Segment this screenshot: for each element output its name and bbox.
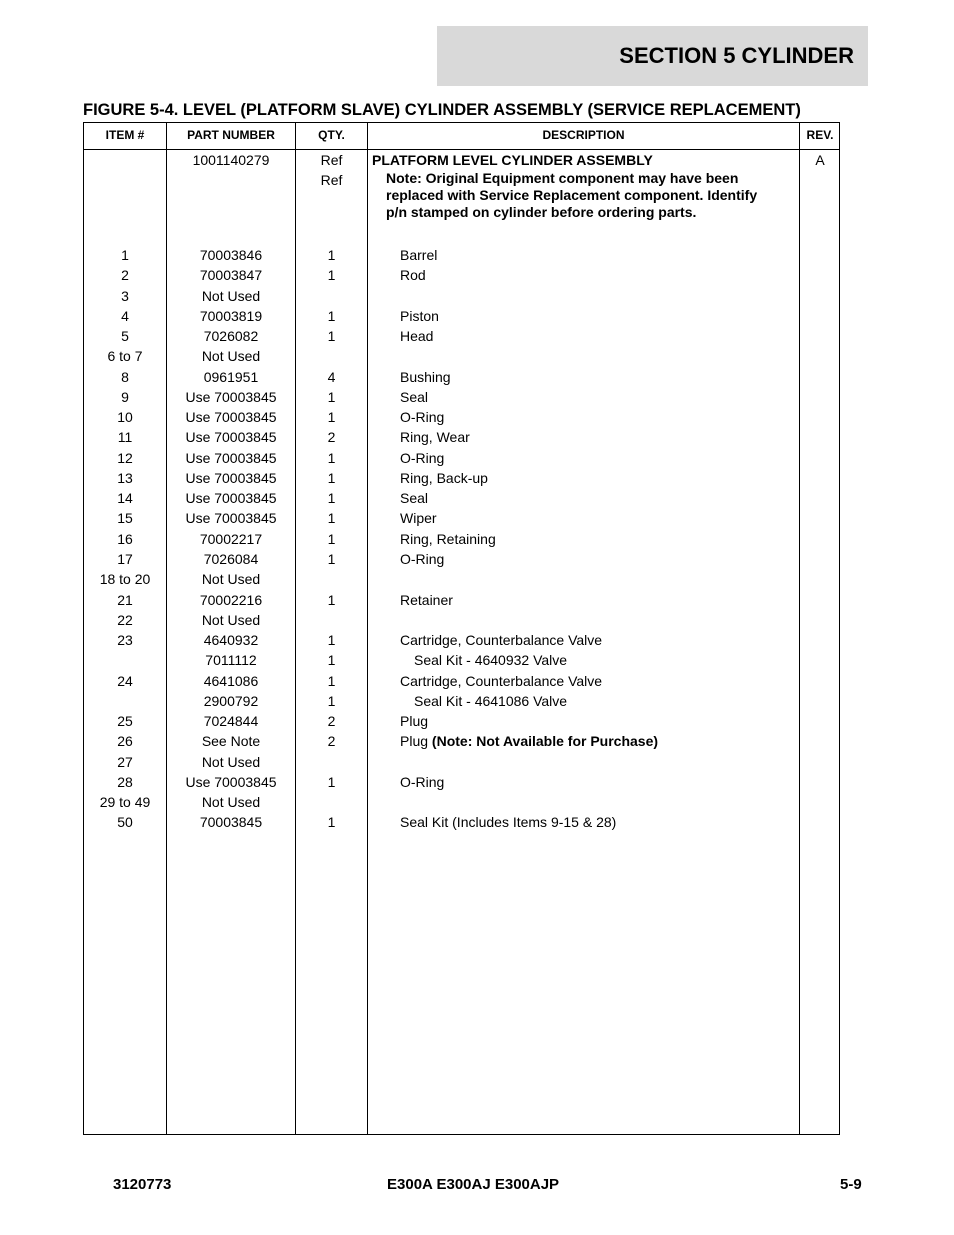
- item-number-cell: 17: [117, 551, 133, 567]
- qty-cell: 1: [327, 814, 336, 830]
- description-bold-note: (Note: Not Available for Purchase): [431, 733, 659, 749]
- header-qty: QTY.: [318, 128, 345, 142]
- qty-cell: 1: [327, 450, 336, 466]
- part-number-cell: Use 70003845: [185, 389, 277, 405]
- footer-doc-number: 3120773: [113, 1176, 172, 1193]
- part-number-cell: 70003845: [199, 814, 263, 830]
- description-cell: [368, 549, 799, 569]
- item-number-cell: 23: [117, 632, 133, 648]
- qty-cell: 2: [327, 713, 336, 729]
- item-number-cell: 9: [121, 389, 129, 405]
- description-cell: [368, 150, 799, 170]
- description-cell: [368, 590, 799, 610]
- item-number-cell: 16: [117, 531, 133, 547]
- qty-cell: 1: [327, 409, 336, 425]
- description-text: Cartridge, Counterbalance Valve: [400, 673, 603, 689]
- item-number-cell: 2: [121, 267, 129, 283]
- parts-table: [83, 122, 840, 1135]
- item-number-cell: 29 to 49: [99, 794, 151, 810]
- part-number-cell: Not Used: [201, 794, 261, 810]
- description-text: Seal Kit - 4641086 Valve: [414, 693, 568, 709]
- item-number-cell: 1: [121, 247, 129, 263]
- item-number-cell: 12: [117, 450, 133, 466]
- item-number-cell: 26: [117, 733, 133, 749]
- part-number-cell: 70002216: [199, 592, 263, 608]
- item-number-cell: 22: [117, 612, 133, 628]
- qty-cell: 1: [327, 490, 336, 506]
- item-number-cell: 6 to 7: [107, 348, 143, 364]
- part-number-cell: 7011112: [205, 652, 257, 668]
- item-number-cell: 13: [117, 470, 133, 486]
- part-number-cell: Not Used: [201, 612, 261, 628]
- qty-cell: 1: [327, 592, 336, 608]
- rev-cell: A: [815, 152, 825, 168]
- description-text: Wiper: [400, 510, 437, 526]
- part-number-cell: Use 70003845: [185, 409, 277, 425]
- description-cell: [368, 265, 799, 285]
- description-cell: [368, 407, 799, 427]
- item-number-cell: 25: [117, 713, 133, 729]
- item-number-cell: 14: [117, 490, 133, 506]
- part-number-cell: Not Used: [201, 348, 261, 364]
- description-text: O-Ring: [400, 450, 445, 466]
- description-text: PLATFORM LEVEL CYLINDER ASSEMBLY: [372, 152, 653, 168]
- part-number-cell: 70003819: [199, 308, 263, 324]
- item-number-cell: 21: [117, 592, 133, 608]
- item-number-cell: 3: [121, 288, 129, 304]
- item-number-cell: 18 to 20: [99, 571, 151, 587]
- qty-cell: 1: [327, 247, 336, 263]
- part-number-cell: 7026084: [203, 551, 259, 567]
- qty-cell: 1: [327, 632, 336, 648]
- item-number-cell: 28: [117, 774, 133, 790]
- part-number-cell: Not Used: [201, 288, 261, 304]
- description-cell: [368, 812, 799, 832]
- part-number-cell: 7024844: [203, 713, 259, 729]
- footer-page-number: 5-9: [840, 1176, 862, 1193]
- part-number-cell: 70003846: [199, 247, 263, 263]
- description-cell: [368, 326, 799, 346]
- qty-cell: 1: [327, 510, 336, 526]
- description-text: Barrel: [400, 247, 438, 263]
- qty-cell: 2: [327, 733, 336, 749]
- description-cell: [368, 508, 799, 528]
- description-text: Head: [400, 328, 434, 344]
- item-number-cell: 4: [121, 308, 129, 324]
- description-cell: [368, 170, 799, 221]
- description-cell: [368, 427, 799, 447]
- section-banner: [437, 26, 868, 86]
- part-number-cell: Use 70003845: [185, 510, 277, 526]
- description-cell: [368, 448, 799, 468]
- description-text: Seal Kit (Includes Items 9-15 & 28): [400, 814, 617, 830]
- header-description: DESCRIPTION: [542, 128, 625, 142]
- description-text: Ring, Retaining: [400, 531, 496, 547]
- description-text: O-Ring: [400, 409, 445, 425]
- qty-cell: 1: [327, 551, 336, 567]
- description-cell: [368, 488, 799, 508]
- description-text: Piston: [400, 308, 439, 324]
- header-rev: REV.: [806, 128, 834, 142]
- header-part-number: PART NUMBER: [187, 128, 275, 142]
- header-item: ITEM #: [105, 128, 145, 142]
- qty-cell: 1: [327, 267, 336, 283]
- part-number-cell: Use 70003845: [185, 450, 277, 466]
- part-number-cell: Use 70003845: [185, 470, 277, 486]
- description-cell: [368, 245, 799, 265]
- description-cell: [368, 772, 799, 792]
- qty-cell: 1: [327, 693, 336, 709]
- qty-cell: 1: [327, 531, 336, 547]
- description-cell: [368, 671, 799, 691]
- item-number-cell: 27: [117, 754, 133, 770]
- part-number-cell: Use 70003845: [185, 490, 277, 506]
- part-number-cell: 4641086: [203, 673, 259, 689]
- description-text: Seal: [400, 490, 429, 506]
- qty-cell: Ref: [320, 172, 343, 188]
- description-text: Ring, Back-up: [400, 470, 488, 486]
- description-cell: [368, 387, 799, 407]
- column-divider: [799, 123, 800, 1134]
- description-text: Retainer: [400, 592, 453, 608]
- description-cell: [368, 529, 799, 549]
- qty-cell: 4: [327, 369, 336, 385]
- description-cell: [368, 306, 799, 326]
- part-number-cell: See Note: [201, 733, 261, 749]
- description-text: Plug: [400, 713, 429, 729]
- figure-title: FIGURE 5-4. LEVEL (PLATFORM SLAVE) CYLINDER ASSEMBLY (SERVICE REPLACEMENT): [83, 101, 801, 119]
- description-text: O-Ring: [400, 774, 445, 790]
- description-text: Seal Kit - 4640932 Valve: [414, 652, 568, 668]
- part-number-cell: Use 70003845: [185, 429, 277, 445]
- description-cell: [368, 367, 799, 387]
- part-number-cell: Not Used: [201, 754, 261, 770]
- part-number-cell: 1001140279: [192, 152, 270, 168]
- part-number-cell: Not Used: [201, 571, 261, 587]
- part-number-cell: 0961951: [203, 369, 259, 385]
- item-number-cell: 50: [117, 814, 133, 830]
- part-number-cell: 70003847: [199, 267, 263, 283]
- item-number-cell: 5: [121, 328, 129, 344]
- description-cell: [368, 711, 799, 731]
- description-text: Note: Original Equipment component may have been replaced with Service Replacement component. Identify p/n stamped on cylinder before ordering parts.: [386, 170, 758, 220]
- description-cell: [368, 468, 799, 488]
- qty-cell: Ref: [320, 152, 343, 168]
- part-number-cell: 70002217: [199, 531, 263, 547]
- item-number-cell: 11: [117, 429, 133, 445]
- part-number-cell: 4640932: [203, 632, 259, 648]
- description-cell: [368, 650, 799, 670]
- item-number-cell: 15: [117, 510, 133, 526]
- description-cell: [368, 691, 799, 711]
- description-cell: [368, 630, 799, 650]
- qty-cell: 2: [327, 429, 336, 445]
- footer-models: E300A E300AJ E300AJP: [387, 1176, 560, 1193]
- qty-cell: 1: [327, 389, 336, 405]
- description-text: O-Ring: [400, 551, 445, 567]
- item-number-cell: 8: [121, 369, 129, 385]
- item-number-cell: 10: [117, 409, 133, 425]
- description-text: Cartridge, Counterbalance Valve: [400, 632, 603, 648]
- part-number-cell: 7026082: [203, 328, 259, 344]
- qty-cell: 1: [327, 328, 336, 344]
- qty-cell: 1: [327, 673, 336, 689]
- qty-cell: 1: [327, 774, 336, 790]
- part-number-cell: Use 70003845: [185, 774, 277, 790]
- description-text: Seal: [400, 389, 429, 405]
- description-cell: [368, 731, 799, 751]
- part-number-cell: 2900792: [203, 693, 259, 709]
- description-text: Plug: [400, 733, 432, 749]
- qty-cell: 1: [327, 308, 336, 324]
- section-title: SECTION 5 CYLINDER: [619, 43, 854, 68]
- description-text: Ring, Wear: [400, 429, 470, 445]
- description-text: Rod: [400, 267, 426, 283]
- description-text: Bushing: [400, 369, 451, 385]
- qty-cell: 1: [327, 470, 336, 486]
- item-number-cell: 24: [117, 673, 133, 689]
- qty-cell: 1: [327, 652, 336, 668]
